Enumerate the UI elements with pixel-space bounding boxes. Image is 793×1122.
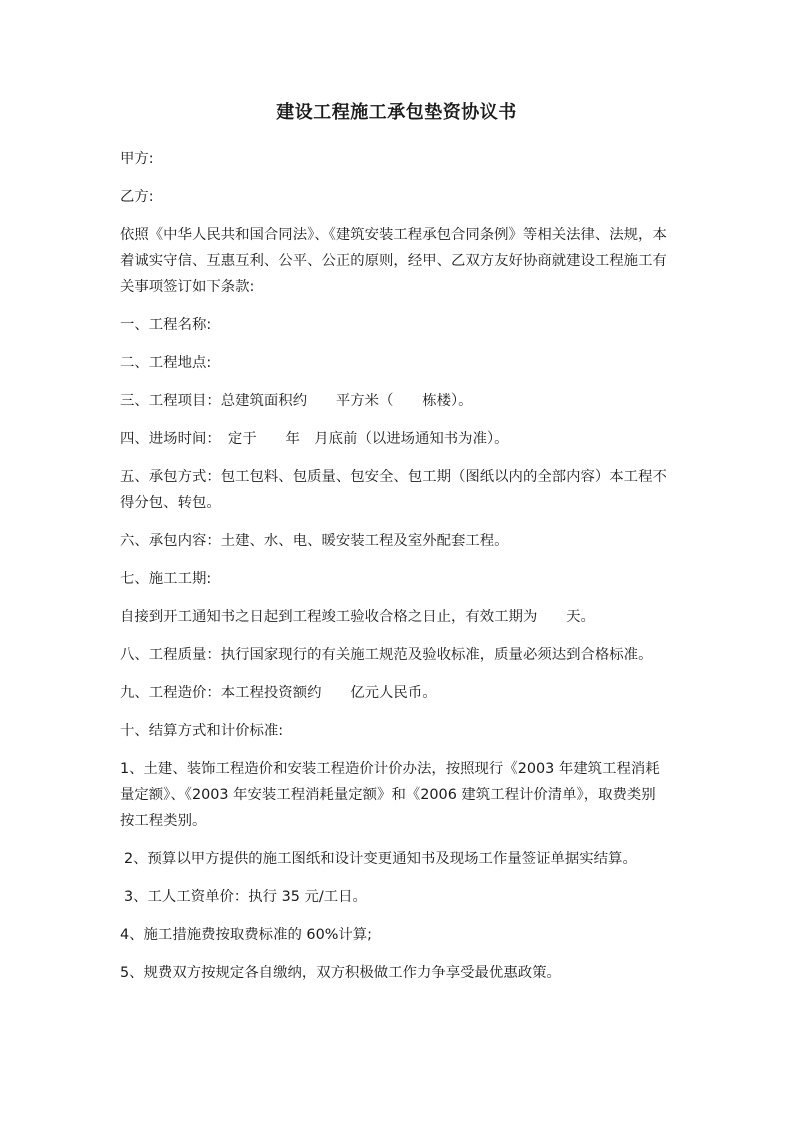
settlement-item-1: 1、土建、装饰工程造价和安装工程造价计价办法，按照现行《2003 年建筑工程消耗量定额》、《2003 年安装工程消耗量定额》和《2006 建筑工程计价清单》，取费类别按工程类别。 [120,761,660,829]
clause-period-detail: 自接到开工通知书之日起到工程竣工验收合格之日止，有效工期为 天。 [120,609,595,625]
party-b-line: 乙方: [120,189,154,205]
clause-entry-time: 四、进场时间： 定于 年 月底前（以进场通知书为准）。 [120,431,509,447]
settlement-item-2: 2、预算以甲方提供的施工图纸和设计变更通知书及现场工作量签证单据实结算。 [124,851,637,867]
clause-contract-content: 六、承包内容：土建、水、电、暖安装工程及室外配套工程。 [120,533,509,549]
clause-project-name: 一、工程名称: [120,317,212,333]
document-title: 建设工程施工承包垫资协议书 [276,102,517,123]
clause-project-items: 三、工程项目：总建筑面积约 平方米（ 栋楼）。 [120,393,473,409]
settlement-item-4: 4、施工措施费按取费标准的 60%计算; [120,927,373,943]
settlement-item-3: 3、工人工资单价：执行 35 元/工日。 [124,889,367,905]
settlement-item-5: 5、规费双方按规定各自缴纳，双方积极做工作力争享受最优惠政策。 [120,965,561,981]
clause-quality: 八、工程质量：执行国家现行的有关施工规范及验收标准，质量必须达到合格标准。 [120,647,653,663]
document-body [120,146,668,998]
clause-project-location: 二、工程地点: [120,355,212,371]
clause-cost: 九、工程造价：本工程投资额约 亿元人民币。 [120,685,437,701]
clause-construction-period: 七、施工工期: [120,571,212,587]
clause-settlement: 十、结算方式和计价标准: [120,723,284,739]
party-a-line: 甲方: [120,151,154,167]
preamble-paragraph: 依照《中华人民共和国合同法》、《建筑安装工程承包合同条例》等相关法律、法规，本着诚实守信、互惠互利、公平、公正的原则，经甲、乙双方友好协商就建设工程施工有关事项签订如下条款: [120,227,667,295]
clause-contract-method: 五、承包方式：包工包料、包质量、包安全、包工期（图纸以内的全部内容）本工程不得分包、转包。 [120,469,667,511]
